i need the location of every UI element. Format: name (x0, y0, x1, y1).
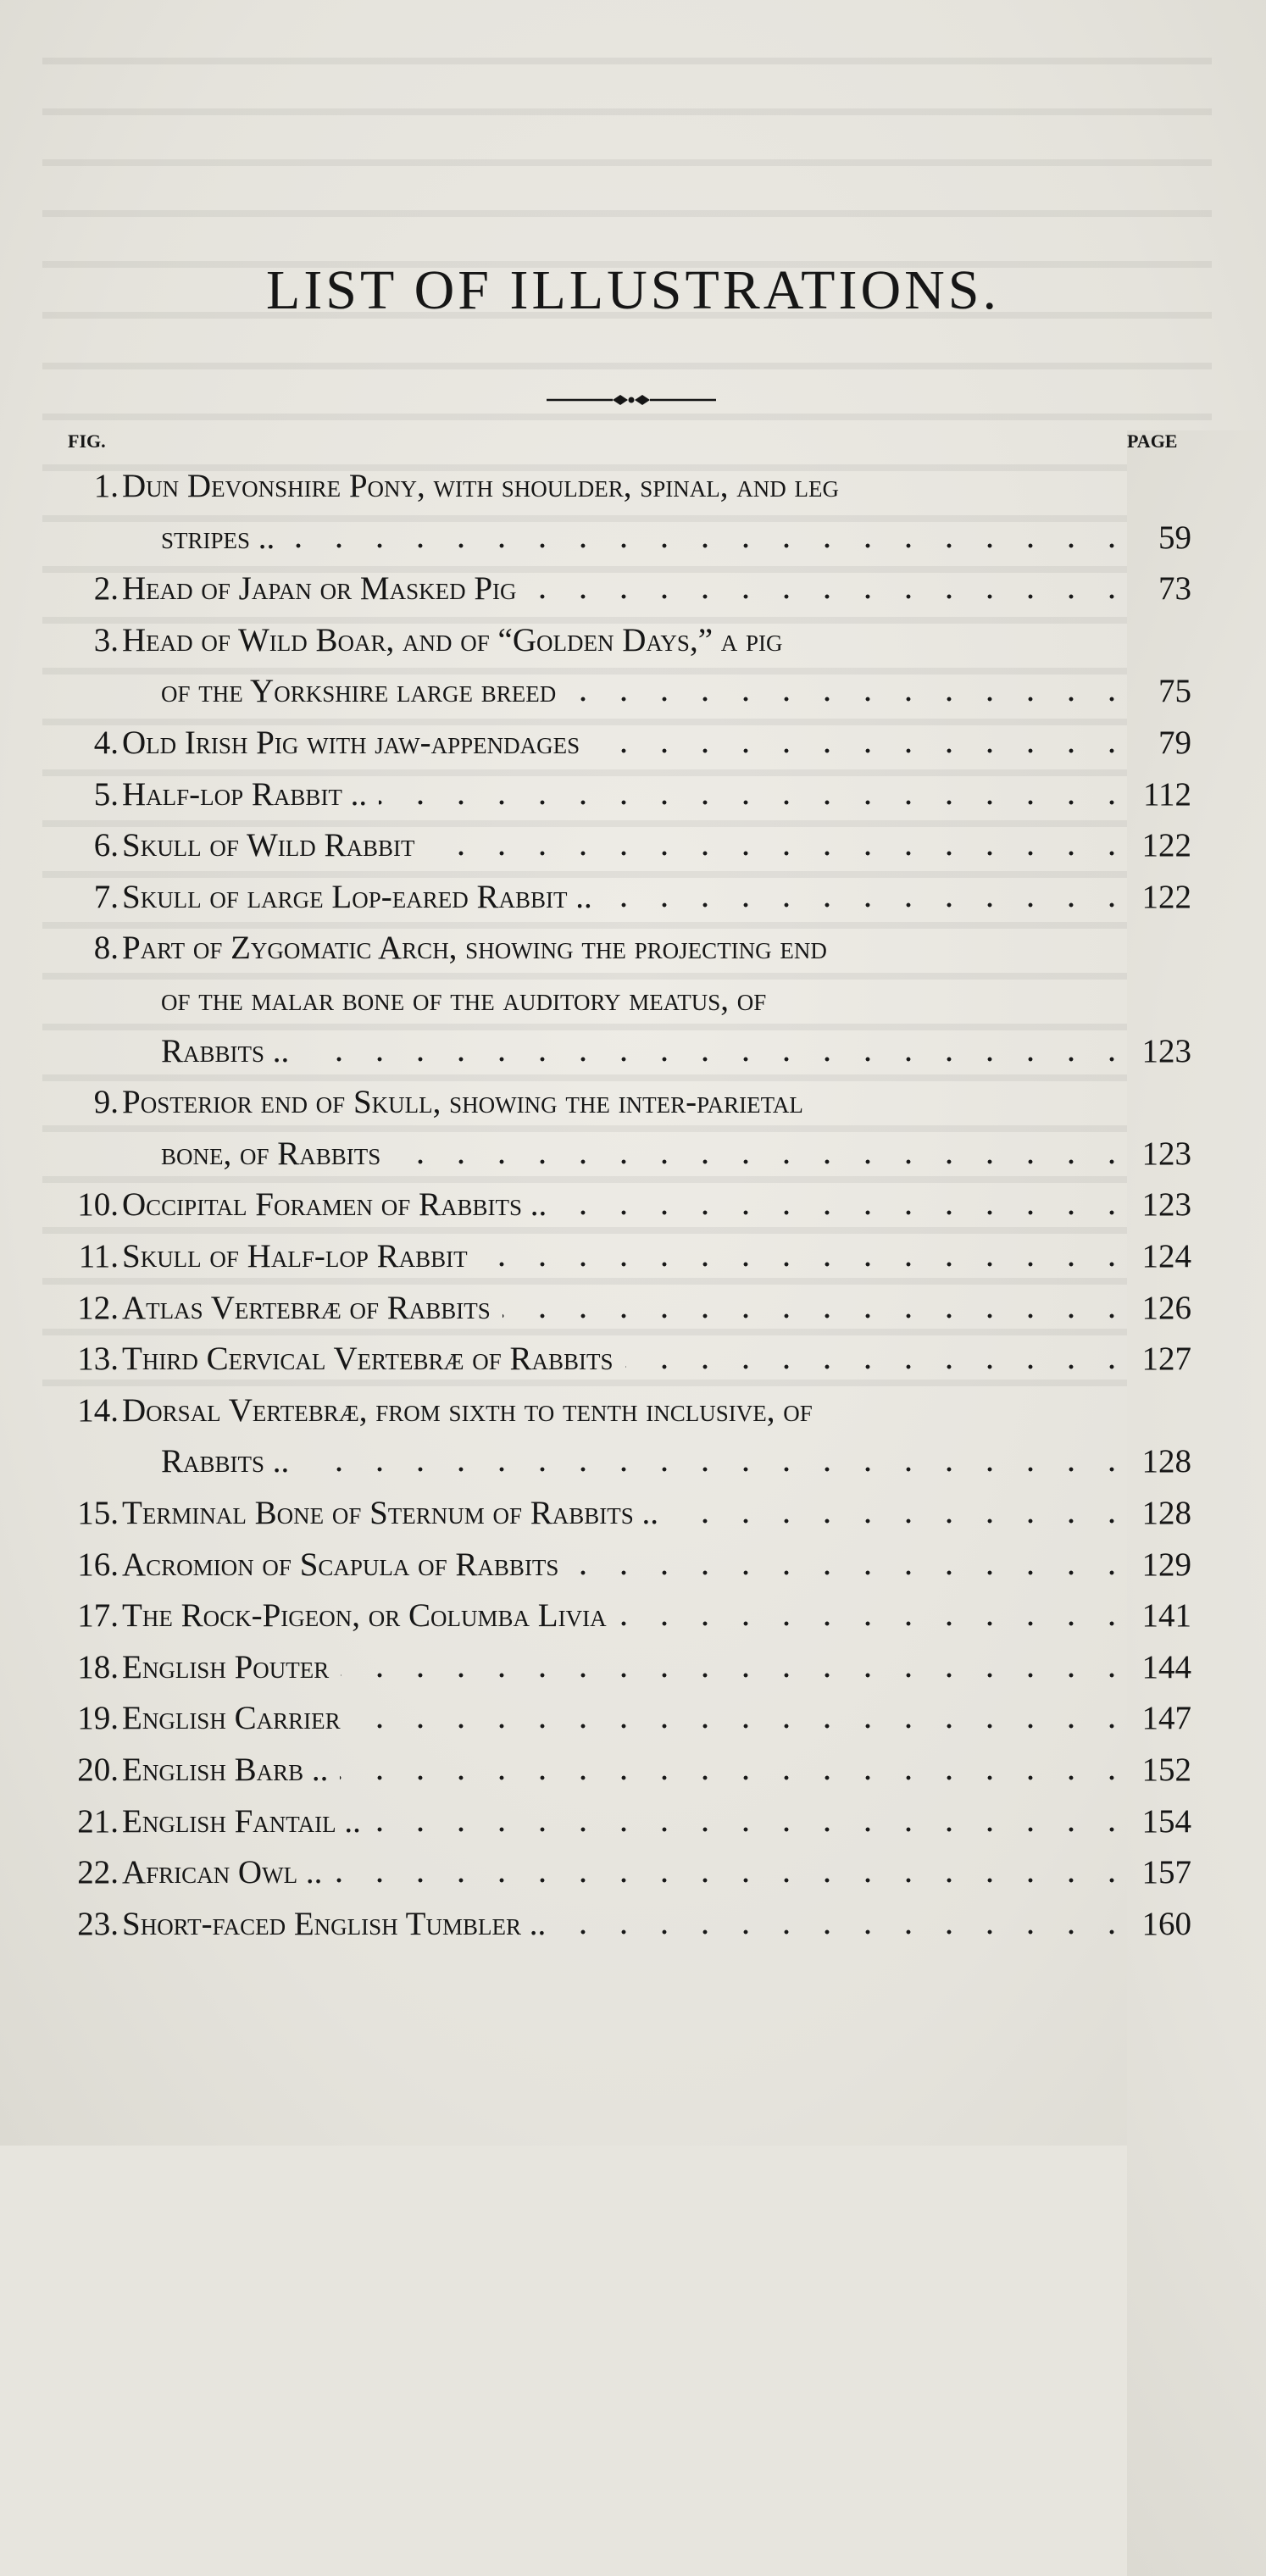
list-item-line (51, 1646, 1191, 1690)
page-number: 144 (1141, 1648, 1191, 1685)
figure-number: 21. (77, 1802, 119, 1840)
page-number: 75 (1158, 673, 1191, 710)
illustration-title: Half-lop Rabbit .. (122, 775, 368, 813)
dot-leader (379, 800, 1132, 805)
illustration-title: The Rock-Pigeon, or Columba Livia (122, 1597, 607, 1635)
page-number: 154 (1141, 1802, 1191, 1840)
list-item-line (51, 516, 1191, 560)
figure-number: 2. (93, 570, 119, 608)
page-number: 79 (1158, 724, 1191, 761)
figure-number: 16. (77, 1546, 119, 1583)
page-number: 160 (1141, 1905, 1191, 1942)
illustration-title: Acromion of Scapula of Rabbits (122, 1546, 559, 1583)
dot-leader (625, 1364, 1132, 1369)
illustration-title: Short-faced English Tumbler .. (122, 1905, 547, 1942)
figure-number: 10. (77, 1186, 119, 1224)
ornament-divider-icon (547, 388, 716, 412)
list-item-line (51, 1235, 1191, 1279)
dot-leader (301, 1467, 1132, 1472)
figure-number: 11. (78, 1238, 119, 1274)
figure-number: 20. (77, 1752, 119, 1788)
dot-leader (558, 1210, 1132, 1215)
dot-leader (392, 1159, 1132, 1164)
illustration-title: of the malar bone of the auditory meatus, of (161, 981, 767, 1018)
page-number: 152 (1141, 1752, 1191, 1788)
list-item-line (51, 926, 1191, 970)
figure-number: 14. (77, 1391, 119, 1429)
list-item-line (51, 1440, 1191, 1484)
list-item-line (51, 721, 1191, 765)
dot-leader (568, 697, 1132, 702)
page-number: 122 (1141, 878, 1191, 915)
list-item-line (51, 1132, 1191, 1176)
dot-leader (427, 851, 1132, 856)
list-item-line (51, 1543, 1191, 1587)
list-item-line (51, 1030, 1191, 1074)
list-item-line (51, 773, 1191, 817)
illustration-title: Head of Japan or Masked Pig (122, 570, 517, 608)
illustration-title: Old Irish Pig with jaw-appendages (122, 724, 580, 761)
illustration-title: bone, of Rabbits (161, 1135, 381, 1172)
illustration-title: Part of Zygomatic Arch, showing the projecting end (122, 930, 827, 967)
page-number: 126 (1141, 1289, 1191, 1326)
dot-leader (373, 1827, 1132, 1832)
page-number: 59 (1158, 519, 1191, 556)
illustration-title: Occipital Foramen of Rabbits .. (122, 1186, 547, 1224)
dot-leader (286, 543, 1132, 548)
illustration-title: Terminal Bone of Sternum of Rabbits .. (122, 1495, 659, 1531)
dot-leader (558, 1929, 1132, 1935)
figure-number: 6. (93, 827, 119, 864)
page-number: 124 (1141, 1238, 1191, 1274)
page-title: LIST OF ILLUSTRATIONS. (266, 259, 1000, 321)
illustration-title: English Barb .. (122, 1752, 329, 1788)
list-item-line (51, 1800, 1191, 1844)
list-item-line (51, 619, 1191, 663)
illustration-title: stripes .. (161, 519, 275, 556)
dot-leader (341, 1673, 1132, 1678)
list-item-line (51, 464, 1191, 508)
illustration-title: of the Yorkshire large breed (161, 673, 557, 710)
page-number: 157 (1141, 1854, 1191, 1891)
figure-number: 18. (77, 1648, 119, 1685)
dot-leader (301, 1057, 1132, 1062)
page-number: 122 (1141, 827, 1191, 864)
figure-number: 8. (93, 930, 119, 967)
list-item-line (51, 1748, 1191, 1792)
illustration-title: Head of Wild Boar, and of “Golden Days,” a pig (122, 621, 783, 658)
dot-leader (529, 594, 1132, 599)
figure-number: 5. (93, 775, 119, 813)
page-number: 128 (1141, 1443, 1191, 1480)
figure-number: 1. (93, 468, 119, 504)
figure-number: 9. (93, 1084, 119, 1121)
list-item-line (51, 1080, 1191, 1124)
page-number: 129 (1141, 1546, 1191, 1583)
figure-number: 22. (77, 1854, 119, 1891)
list-item-line (51, 669, 1191, 713)
figure-number: 23. (77, 1905, 119, 1942)
page-column-header: PAGE (1127, 430, 1266, 2576)
page-number: 123 (1141, 1186, 1191, 1224)
list-item-line (51, 1183, 1191, 1227)
list-item-line (51, 1389, 1191, 1433)
list-item-line (51, 1851, 1191, 1895)
dot-leader (591, 748, 1132, 753)
figure-number: 13. (77, 1341, 119, 1378)
figure-number: 3. (93, 621, 119, 658)
list-item-line (51, 567, 1191, 611)
illustration-title: Skull of large Lop-eared Rabbit .. (122, 878, 592, 915)
list-item-line (51, 824, 1191, 868)
dot-leader (503, 1313, 1132, 1319)
figure-number: 19. (77, 1700, 119, 1737)
page-number: 128 (1141, 1495, 1191, 1531)
figure-number: 17. (77, 1597, 119, 1635)
dot-leader (670, 1518, 1132, 1524)
figure-number: 4. (93, 724, 119, 761)
page-number: 112 (1142, 775, 1191, 813)
illustration-title: Skull of Half-lop Rabbit (122, 1238, 468, 1274)
dot-leader (353, 1724, 1132, 1729)
dot-leader (334, 1878, 1132, 1883)
illustration-title: English Carrier (122, 1700, 341, 1737)
figure-number: 7. (93, 878, 119, 915)
page-number: 147 (1141, 1700, 1191, 1737)
page-number: 123 (1141, 1032, 1191, 1069)
illustration-title: Rabbits .. (161, 1443, 290, 1480)
list-item-line (51, 1594, 1191, 1638)
illustration-title: Third Cervical Vertebræ of Rabbits (122, 1341, 614, 1378)
dot-leader (570, 1570, 1132, 1575)
illustration-title: English Fantail .. (122, 1802, 361, 1840)
list-item-line (51, 1491, 1191, 1535)
list-item-line (51, 1337, 1191, 1381)
page-number: 73 (1158, 570, 1191, 608)
list-item-line (51, 875, 1191, 919)
dot-leader (619, 1621, 1132, 1626)
list-item-line (51, 978, 1191, 1022)
list-item-line (51, 1286, 1191, 1330)
illustration-title: African Owl .. (122, 1854, 323, 1891)
page-number: 127 (1141, 1341, 1191, 1378)
illustration-title: Posterior end of Skull, showing the inter-parietal (122, 1084, 803, 1121)
figure-number: 15. (77, 1495, 119, 1531)
illustration-title: Atlas Vertebræ of Rabbits (122, 1289, 491, 1326)
illustration-title: Rabbits .. (161, 1032, 290, 1069)
illustration-title: Dorsal Vertebræ, from sixth to tenth inclusive, of (122, 1391, 813, 1429)
fig-column-header: FIG. (68, 430, 106, 452)
page-number: 123 (1141, 1135, 1191, 1172)
illustration-title: Dun Devonshire Pony, with shoulder, spinal, and leg (122, 468, 839, 504)
list-item-line (51, 1902, 1191, 1946)
dot-leader (604, 902, 1132, 908)
illustration-title: Skull of Wild Rabbit (122, 827, 415, 864)
list-item-line (51, 1696, 1191, 1740)
dot-leader (340, 1775, 1132, 1780)
page-number: 141 (1141, 1597, 1191, 1635)
illustration-title: English Pouter (122, 1648, 330, 1685)
figure-number: 12. (77, 1289, 119, 1326)
dot-leader (480, 1262, 1132, 1267)
